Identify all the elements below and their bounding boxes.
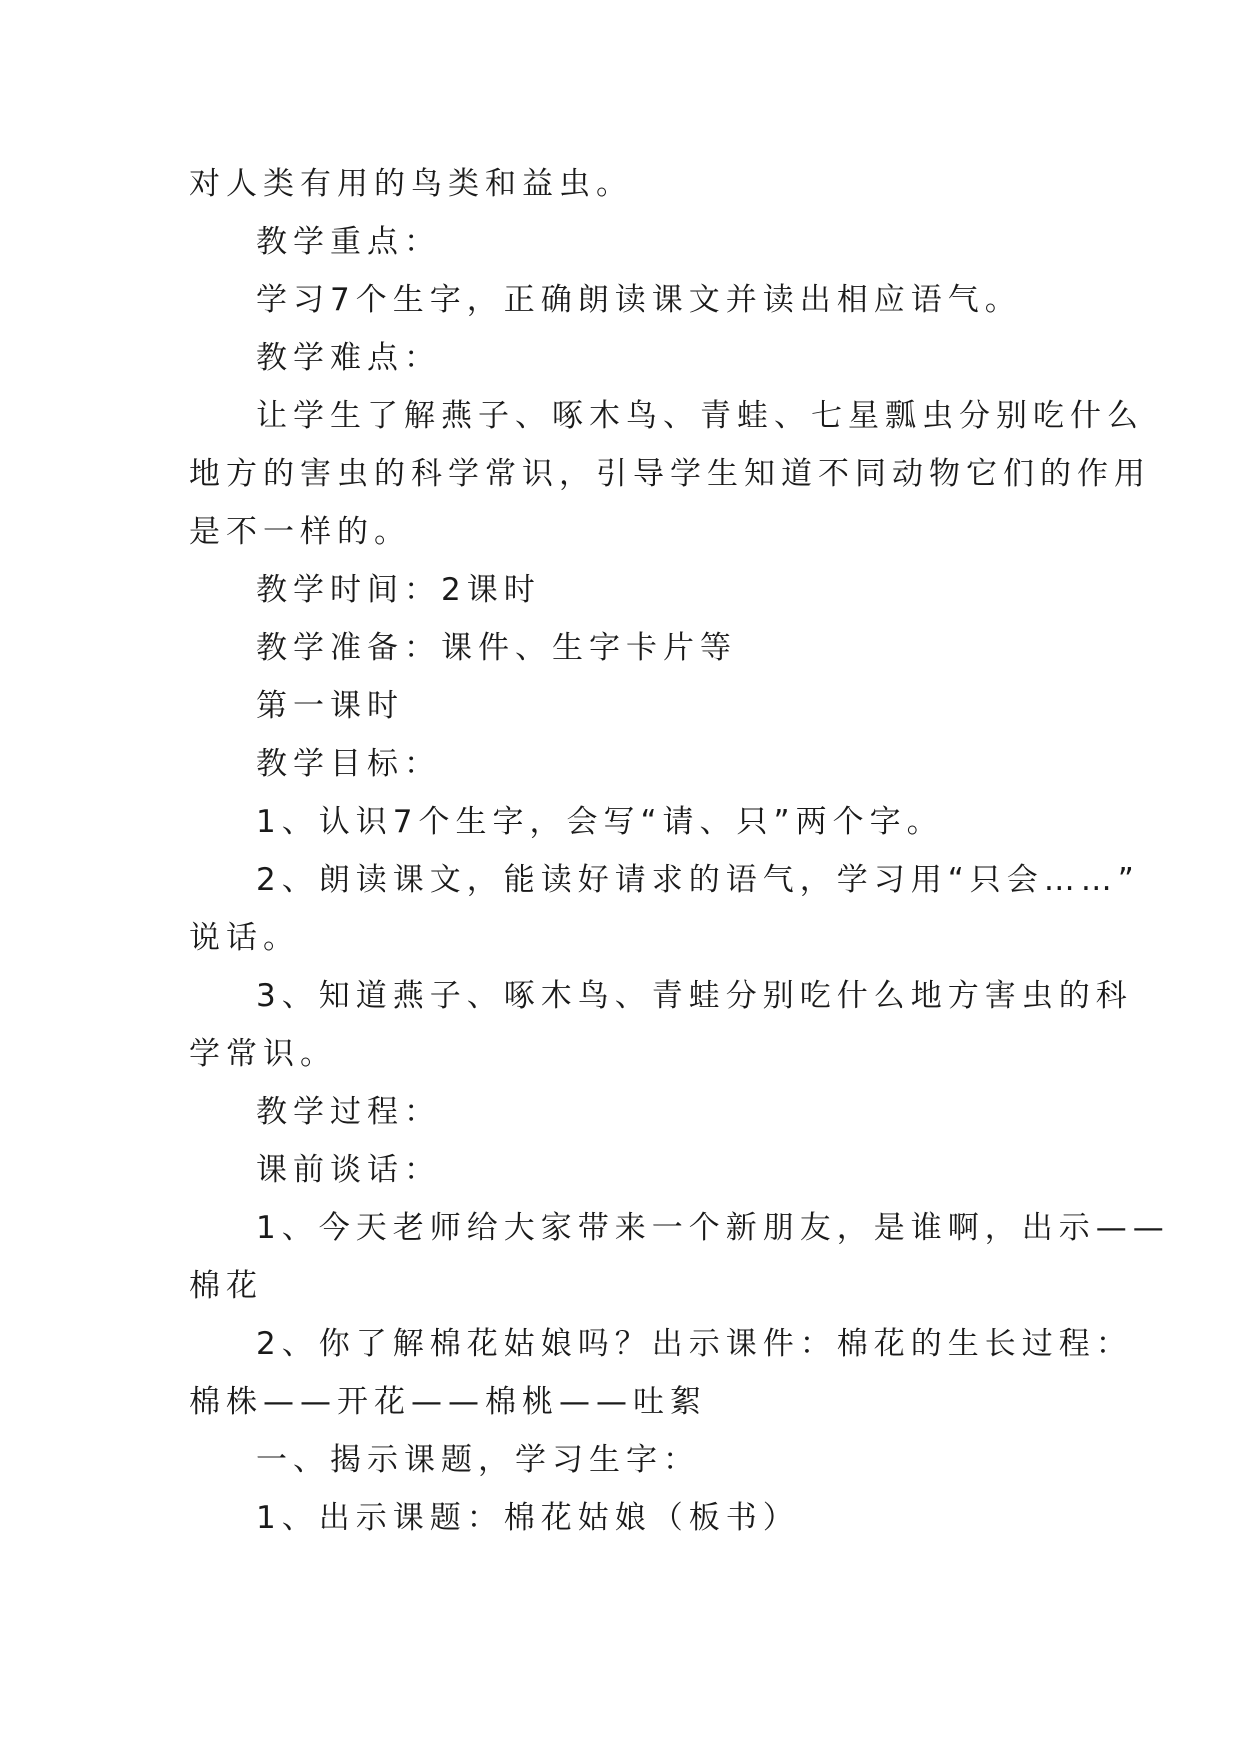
text-line: 棉花 bbox=[189, 1268, 263, 1304]
text-line: 让学生了解燕子、啄木鸟、青蛙、七星瓢虫分别吃什么 bbox=[256, 398, 1144, 434]
text-line: 1、认识7个生字，会写“请、只”两个字。 bbox=[256, 804, 944, 840]
text-line: 是不一样的。 bbox=[189, 514, 411, 550]
text-line: 3、知道燕子、啄木鸟、青蛙分别吃什么地方害虫的科 bbox=[256, 978, 1133, 1014]
heading-teaching-process: 教学过程： bbox=[256, 1094, 441, 1130]
text-line: 对人类有用的鸟类和益虫。 bbox=[189, 166, 633, 202]
text-line: 说话。 bbox=[189, 920, 300, 956]
text-line: 地方的害虫的科学常识，引导学生知道不同动物它们的作用 bbox=[189, 456, 1151, 492]
text-line: 1、今天老师给大家带来一个新朋友，是谁啊，出示—— bbox=[256, 1210, 1170, 1246]
heading-teaching-focus: 教学重点： bbox=[256, 224, 441, 260]
heading-reveal-topic: 一、揭示课题，学习生字： bbox=[256, 1442, 700, 1478]
text-line: 学常识。 bbox=[189, 1036, 337, 1072]
text-line: 2、朗读课文，能读好请求的语气，学习用“只会……” bbox=[256, 862, 1140, 898]
text-line: 教学时间：2课时 bbox=[256, 572, 541, 608]
text-line: 学习7个生字，正确朗读课文并读出相应语气。 bbox=[256, 282, 1022, 318]
text-line: 1、出示课题：棉花姑娘（板书） bbox=[256, 1500, 800, 1536]
text-line: 2、你了解棉花姑娘吗？出示课件：棉花的生长过程： bbox=[256, 1326, 1133, 1362]
heading-teaching-goals: 教学目标： bbox=[256, 746, 441, 782]
heading-first-lesson: 第一课时 bbox=[256, 688, 404, 724]
heading-pre-class-talk: 课前谈话： bbox=[256, 1152, 441, 1188]
heading-teaching-difficulty: 教学难点： bbox=[256, 340, 441, 376]
text-line: 棉株——开花——棉桃——吐絮 bbox=[189, 1384, 707, 1420]
text-line: 教学准备：课件、生字卡片等 bbox=[256, 630, 737, 666]
